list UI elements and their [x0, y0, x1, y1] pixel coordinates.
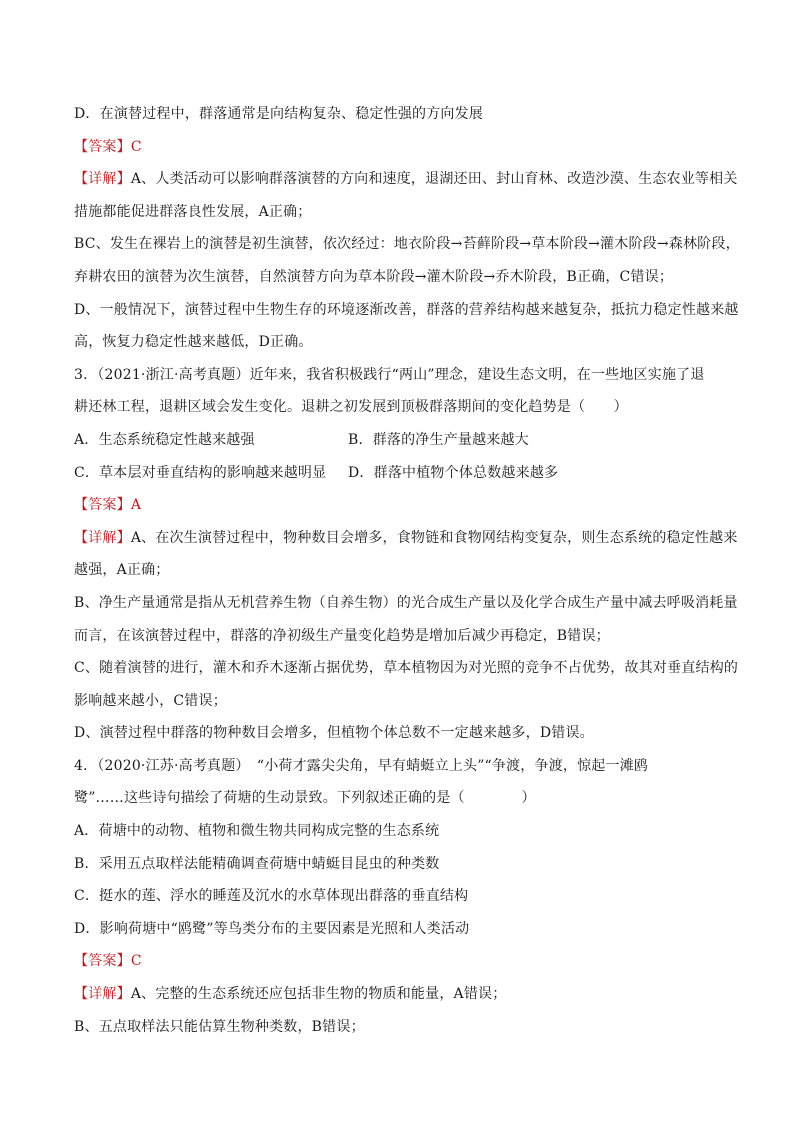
- q3-option-a: A．生态系统稳定性越来越强: [74, 431, 255, 448]
- q3-detail-line: 越强，A正确；: [74, 562, 170, 579]
- q2-detail-line: BC、发生在裸岩上的演替是初生演替，依次经过：地衣阶段→苔藓阶段→草本阶段→灌木阶段→森林阶段，: [74, 236, 740, 253]
- detail-label: 【详解】: [74, 529, 131, 546]
- answer-label: 【答案】: [74, 953, 131, 970]
- q4-option-c: C．挺水的莲、浮水的睡莲及沉水的水草体现出群落的垂直结构: [74, 888, 469, 905]
- answer-label: 【答案】: [74, 138, 131, 155]
- q4-detail-line: [74, 978, 724, 1011]
- q3-option-c: C．草本层对垂直结构的影响越来越明显: [74, 464, 327, 481]
- answer-label: 【答案】: [74, 497, 131, 514]
- q2-detail-line: D、一般情况下，演替过程中生物生存的环境逐渐改善，群落的营养结构越来越复杂，抵抗力稳定性越来越: [74, 301, 739, 318]
- q2-answer: [74, 131, 724, 164]
- answer-value: C: [130, 138, 142, 155]
- q3-answer: [74, 489, 724, 522]
- q2-detail-line: 高，恢复力稳定性越来越低，D正确。: [74, 334, 313, 351]
- answer-value: A: [130, 497, 142, 514]
- q4-detail-line: B、五点取样法只能估算生物种类数，B错误；: [74, 1018, 365, 1035]
- q2-detail-line: 弃耕农田的演替为次生演替，自然演替方向为草本阶段→灌木阶段→乔木阶段，B正确，C错误；: [74, 268, 674, 285]
- q4-option-b: B．采用五点取样法能精确调查荷塘中蜻蜓目昆虫的种类数: [74, 855, 440, 872]
- q2-option-d: D．在演替过程中，群落通常是向结构复杂、稳定性强的方向发展: [74, 106, 484, 122]
- q4-stem-line: 4．（2020·江苏·高考真题） “小荷才露尖尖角，早有蜻蜓立上头”“争渡，争渡，惊起一滩鸥: [74, 757, 649, 774]
- q4-option-a: A．荷塘中的动物、植物和微生物共同构成完整的生态系统: [74, 823, 440, 840]
- detail-label: 【详解】: [74, 171, 131, 188]
- q4-answer: [74, 945, 724, 978]
- q3-detail-line: B、净生产量通常是指从无机营养生物（自养生物）的光合成生产量以及化学合成生产量中减去呼吸消耗量: [74, 594, 738, 611]
- q4-stem-line: 鹭”……这些诗句描绘了荷塘的生动景致。下列叙述正确的是（ ）: [74, 790, 536, 807]
- q3-detail-line: C、随着演替的进行，灌木和乔木逐渐占据优势，草本植物因为对光照的竞争不占优势，故其对垂直结构的: [74, 660, 739, 677]
- detail-text: A、人类活动可以影响群落演替的方向和速度，退湖还田、封山育林、改造沙漠、生态农业等相关: [130, 171, 738, 188]
- q3-detail-line: 影响越来越小，C错误；: [74, 692, 227, 709]
- detail-text: A、完整的生态系统还应包括非生物的物质和能量，A错误；: [130, 986, 507, 1003]
- answer-value: C: [130, 953, 142, 970]
- q4-option-d: D．影响荷塘中“鸥鹭”等鸟类分布的主要因素是光照和人类活动: [74, 920, 470, 937]
- detail-label: 【详解】: [74, 986, 131, 1003]
- q3-option-row: [74, 424, 724, 457]
- q3-stem-line: 耕还林工程，退耕区域会发生变化。退耕之初发展到顶极群落期间的变化趋势是（ ）: [74, 399, 628, 416]
- q3-detail-line: D、演替过程中群落的物种数目会增多，但植物个体总数不一定越来越多，D错误。: [74, 725, 594, 742]
- q3-detail-line: 而言，在该演替过程中，群落的净初级生产量变化趋势是增加后减少再稳定，B错误；: [74, 627, 610, 644]
- q3-option-b: B．群落的净生产量越来越大: [348, 431, 529, 448]
- q2-detail-line: 措施都能促进群落良性发展，A正确；: [74, 203, 312, 220]
- q3-option-row: [74, 457, 724, 490]
- q3-option-d: D．群落中植物个体总数越来越多: [348, 464, 559, 481]
- detail-text: A、在次生演替过程中，物种数目会增多，食物链和食物网结构变复杂，则生态系统的稳定性越来: [130, 529, 738, 546]
- q3-detail-line: [74, 522, 738, 555]
- document-body: [74, 98, 740, 1043]
- q2-detail-line: [74, 163, 738, 196]
- q3-stem-line: 3．（2021·浙江·高考真题）近年来，我省积极践行“两山”理念，建设生态文明，在一些地区实施了退: [74, 366, 705, 383]
